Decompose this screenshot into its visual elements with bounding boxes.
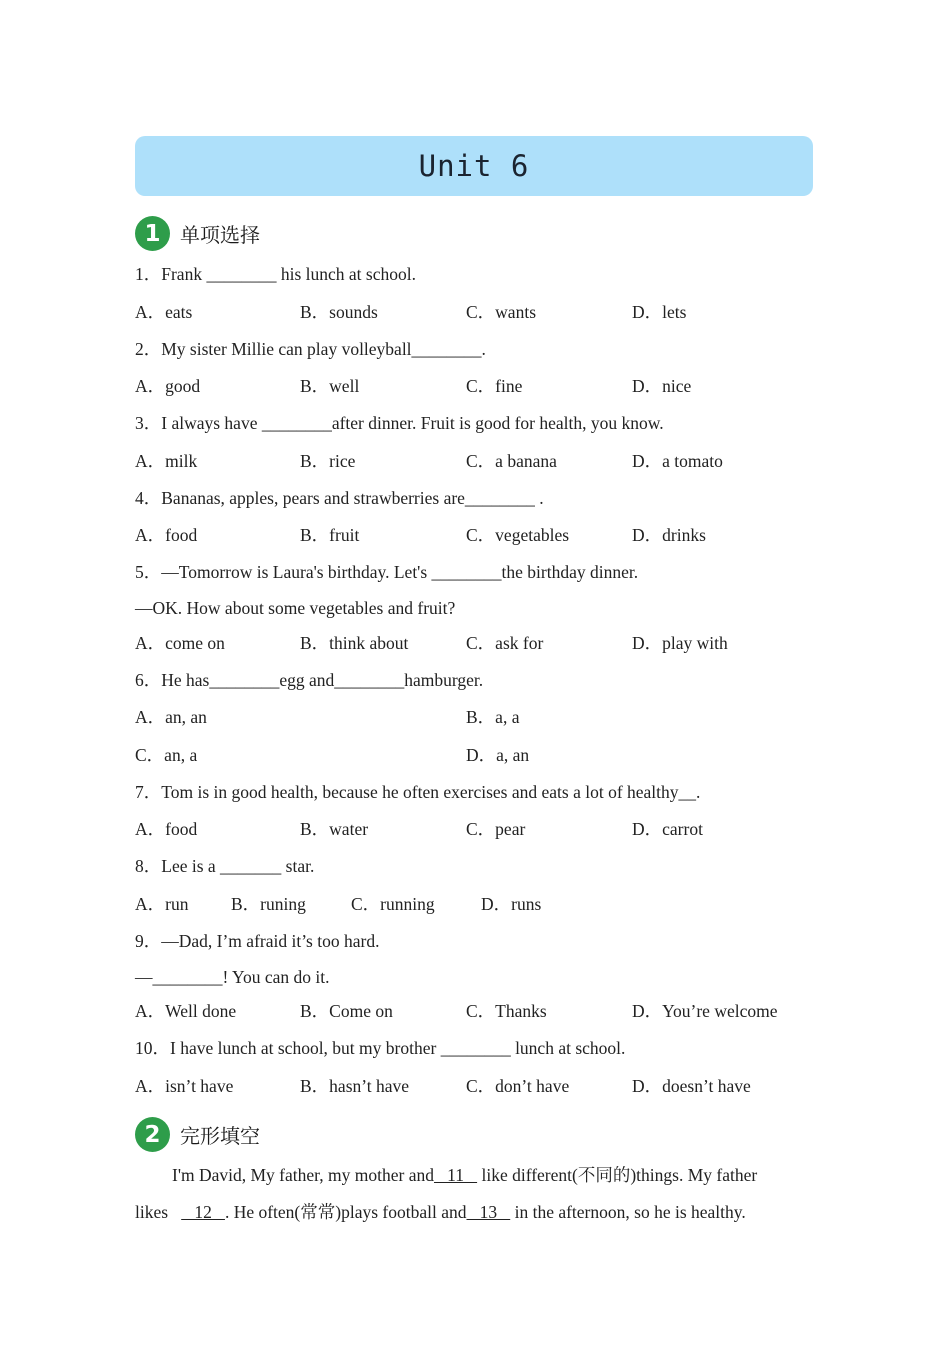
section-2-title: 完形填空 (180, 1124, 260, 1148)
cloze-text: like different(不同的)things. My father (477, 1165, 758, 1185)
option-b: B．rice (300, 451, 356, 471)
question-10: 10．I have lunch at school, but my brother ________ lunch at school. (135, 1038, 626, 1058)
option-a: A．milk (135, 451, 198, 471)
question-10-options (135, 1076, 835, 1096)
question-3: 3．I always have ________after dinner. Fruit is good for health, you know. (135, 413, 664, 433)
cloze-line-1 (172, 1165, 757, 1185)
question-2-options (135, 376, 835, 396)
question-4: 4．Bananas, apples, pears and strawberries are________ . (135, 488, 544, 508)
option-b: B．sounds (300, 302, 378, 322)
section-1-number: 1 (135, 216, 170, 251)
cloze-blank-13: 13 (466, 1202, 511, 1222)
option-c: C．Thanks (466, 1001, 547, 1021)
option-a: A．food (135, 819, 198, 839)
option-a: A．food (135, 525, 198, 545)
option-d: D．a, an (466, 745, 530, 765)
option-d: D．doesn’t have (632, 1076, 751, 1096)
option-c: C．pear (466, 819, 526, 839)
option-b: B．fruit (300, 525, 360, 545)
option-c: C．an, a (135, 745, 198, 765)
cloze-text: . He often(常常)plays football and (224, 1202, 467, 1222)
option-a: A．eats (135, 302, 193, 322)
question-8-options (135, 894, 835, 914)
option-d: D．nice (632, 376, 692, 396)
question-5-reply: —OK. How about some vegetables and fruit? (135, 598, 456, 618)
question-8: 8．Lee is a _______ star. (135, 856, 315, 876)
option-a: A．come on (135, 633, 225, 653)
option-c: C．running (351, 894, 435, 914)
question-6-options-row-2 (135, 745, 835, 765)
option-c: C．don’t have (466, 1076, 570, 1096)
section-2-header (135, 1117, 260, 1152)
option-c: C．wants (466, 302, 536, 322)
option-d: D．lets (632, 302, 687, 322)
option-c: C．ask for (466, 633, 544, 653)
cloze-text: I'm David, My father, my mother and (172, 1165, 434, 1185)
option-c: C．a banana (466, 451, 557, 471)
cloze-blank-11: 11 (433, 1165, 478, 1185)
option-d: D．carrot (632, 819, 703, 839)
question-9-options (135, 1001, 835, 1021)
question-3-options (135, 451, 835, 471)
question-6-options-row-1 (135, 707, 835, 727)
question-7-options (135, 819, 835, 839)
option-d: D．drinks (632, 525, 706, 545)
option-d: D．runs (481, 894, 542, 914)
option-d: D．You’re welcome (632, 1001, 778, 1021)
question-2: 2．My sister Millie can play volleyball________. (135, 339, 486, 359)
option-b: B．Come on (300, 1001, 393, 1021)
unit-title-banner (135, 136, 813, 196)
option-c: C．fine (466, 376, 523, 396)
question-1-options (135, 302, 835, 322)
question-9-reply: —________! You can do it. (135, 967, 330, 987)
question-1: 1．Frank ________ his lunch at school. (135, 264, 416, 284)
cloze-text: likes (135, 1202, 177, 1222)
cloze-line-2 (135, 1202, 746, 1222)
question-7: 7．Tom is in good health, because he often exercises and eats a lot of healthy__. (135, 782, 701, 802)
option-b: B．a, a (466, 707, 520, 727)
option-a: A．good (135, 376, 201, 396)
question-9: 9．—Dad, I’m afraid it’s too hard. (135, 931, 380, 951)
question-5-options (135, 633, 835, 653)
section-1-title: 单项选择 (180, 223, 260, 247)
option-a: A．Well done (135, 1001, 237, 1021)
option-b: B．runing (231, 894, 306, 914)
option-a: A．run (135, 894, 189, 914)
cloze-text: in the afternoon, so he is healthy. (510, 1202, 746, 1222)
section-2-number: 2 (135, 1117, 170, 1152)
question-4-options (135, 525, 835, 545)
question-5: 5．—Tomorrow is Laura's birthday. Let's ________the birthday dinner. (135, 562, 639, 582)
cloze-blank-12: 12 (181, 1202, 225, 1222)
option-d: D．play with (632, 633, 728, 653)
section-1-header (135, 216, 260, 251)
option-b: B．hasn’t have (300, 1076, 410, 1096)
option-a: A．an, an (135, 707, 207, 727)
option-b: B．well (300, 376, 360, 396)
option-d: D．a tomato (632, 451, 723, 471)
question-6: 6．He has________egg and________hamburger. (135, 670, 484, 690)
option-b: B．think about (300, 633, 409, 653)
option-b: B．water (300, 819, 369, 839)
option-a: A．isn’t have (135, 1076, 234, 1096)
option-c: C．vegetables (466, 525, 570, 545)
unit-title: Unit 6 (418, 149, 530, 183)
